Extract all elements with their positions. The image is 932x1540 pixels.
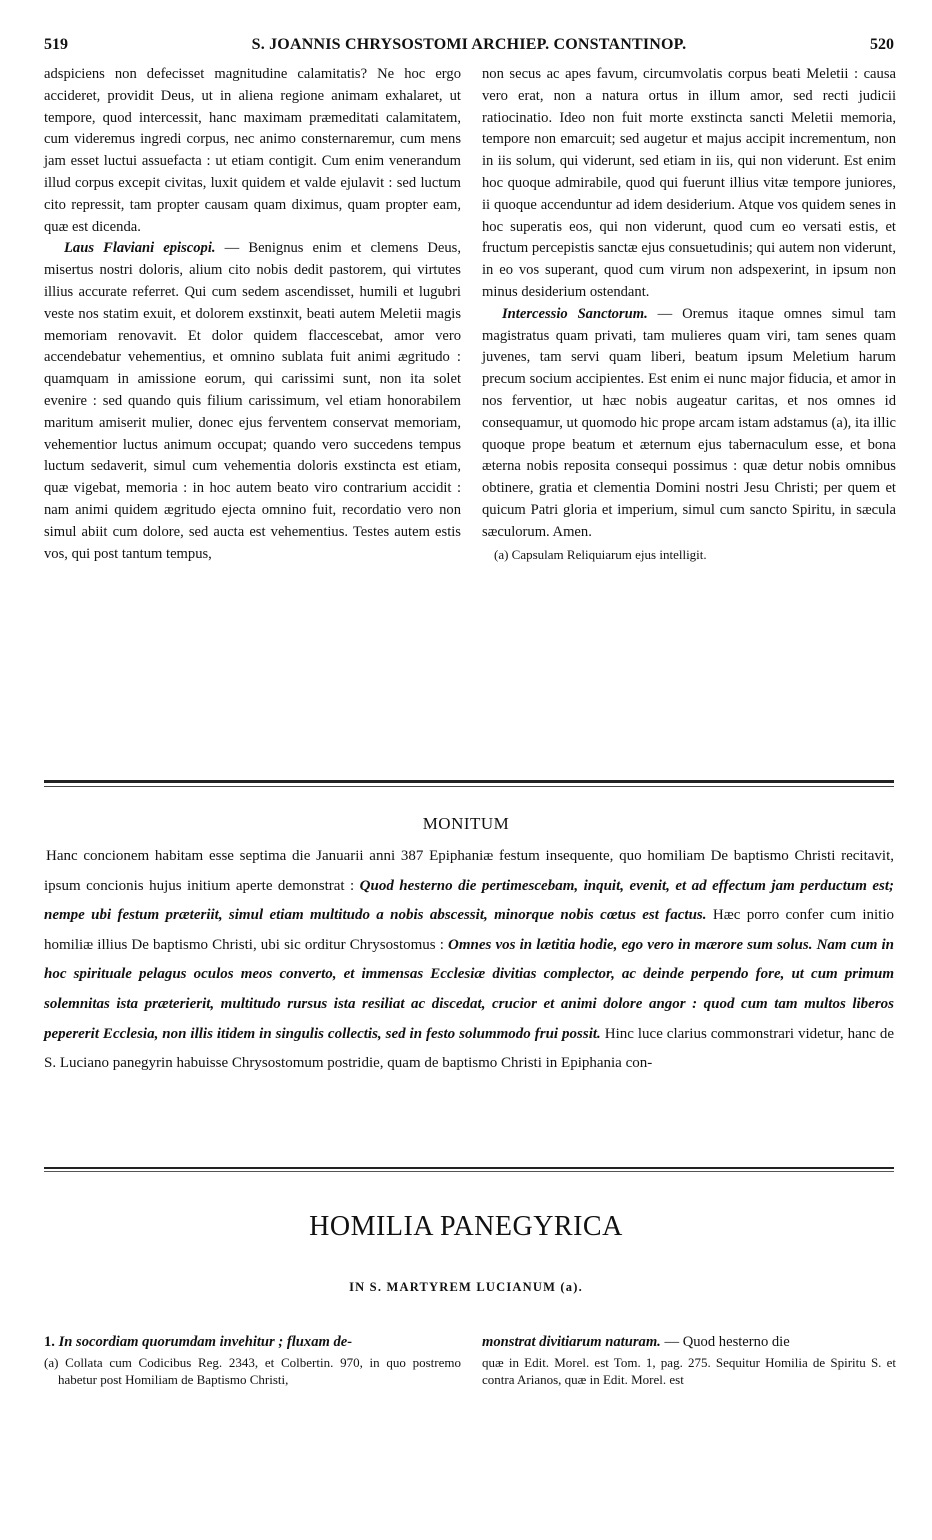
homily-continuation — [482, 1330, 896, 1354]
homily-right-column — [482, 1330, 896, 1388]
right-paragraph-2-text: — Oremus itaque omnes simul tam magistratus quam privati, tam mulieres quam viri, tam senes quam juvenes, tam servi quam liberi, beatum ipsum Meletium harum precum socium accipientes. Est enim ei nunc major fiducia, et amor in nos ferventior, ut hæc nobis augeatur caritas, et nos omnes id consequamur, ut quomodo hic prope arcam istam adstamus (a), ita illic quoque prope beatum et æternum ejus tabernaculum esse, et bona æterna nobis reposita consequi possimus : quæ detur nobis omnibus obtinere, gratia et clementia Domini nostri Jesu Christi; per quem et quicum Patri gloria et imperium, simul cum sancto Spiritu, in sæcula sæculorum. Amen. — [482, 305, 896, 540]
section-number: 1. — [44, 1334, 55, 1350]
right-paragraph-1: non secus ac apes favum, circumvolatis corpus beati Meletii : causa vero erat, non a natura ortus in illum amor, sed recti judicii ratiocinatio. Ideo non fuit morte exstincta sancti Meletii memoria, tempore non emarcuit; sed augetur et majus accipit incrementum, non in iis solum, qui viderunt, sed etiam in iis, qui non viderunt. Est enim hoc quoque admirabile, quod qui fuerunt illius vitæ tempore juniores, ii quoque accenduntur ad idem desiderium. Atque vos quidem senes in hoc superatis eos, qui non viderunt, quod cum eo versati estis, et fructum percepistis sanctæ ejus consuetudinis; qui autem non viderunt, in eo vos superant, quod cum virum non adspexerint, in ipsum non minus desiderium ostendant. — [482, 66, 896, 300]
monitum-sentence-2: Hæc porro confer cum initio homiliæ illius De baptismo Christi, ubi sic orditur Chrysostomus : — [44, 907, 894, 953]
homily-continuation-italic: monstrat divitiarum naturam. — [482, 1334, 661, 1350]
homily-title: HOMILIA PANEGYRICA — [309, 1211, 623, 1242]
footnote: (a) Capsulam Reliquiarum ejus intelligit. — [494, 546, 707, 562]
divider-rule-thin — [44, 786, 894, 787]
divider-rule-thin — [44, 1171, 894, 1172]
homily-continuation-text: — Quod hesterno die — [660, 1334, 790, 1350]
page-header — [44, 36, 894, 58]
monitum-title: MONITUM — [422, 814, 510, 833]
section-heading: Laus Flaviani episcopi. — [64, 240, 216, 257]
homily-left-column — [44, 1330, 461, 1388]
homily-start — [44, 1330, 461, 1354]
left-column — [44, 64, 461, 565]
divider-rule — [44, 1167, 894, 1169]
left-paragraph-1: adspiciens non defecisset magnitudine calamitatis? Ne hoc ergo accideret, providit Deus, ut in aliena regione animam exhalaret, ut tempore, quod intercessit, hanc maximam præmeditati calamitatem, cum videremus ingredi corpus, nec animo consternaremur, cum mens jam esset luctui assuefacta : ut etiam contigit. Cum enim venerandum illud corpus excepit civitas, luxit quidem et valde ejulavit : sed luctum cito repressit, tam propter causam quam diximus, quam propter eam, quæ est dicenda. — [44, 66, 461, 235]
running-title: S. JOANNIS CHRYSOSTOMI ARCHIEP. CONSTANTINOP. — [251, 36, 687, 53]
right-paragraph-2 — [482, 304, 896, 544]
monitum-text — [44, 842, 894, 1079]
left-paragraph-2-text: — Benignus enim et clemens Deus, misertus nostri doloris, alium cito nobis dedit pastorem, qui virtutes illius accurate referret. Qui cum sedem ascendisset, humili et lugubri veste nos statim exuit, et dolorem exstinxit, beati autem Meletii magis memoriam renovavit. Et dolor quidem flaccescebat, amor vero accendebatur vehementius, et omnino sublata fuit animi ægritudo : quamquam in amissione eorum, qui carissimi sunt, non ita solet evenire : sed quando quis filium carissimum, vel etiam honorabilem maritum amiserit mulier, donec ejus ferventem conservat memoriam, vehementior luctus animum occupat; quando vero succedens tempus luctum sedaverit, simul cum vehementia doloris exstincta est etiam, quæ vigebat, memoria : in hoc autem beato viro contrarium accidit : nam animi quidem ægritudo ejecta omnino fuit, recordatio vero non simul abiit cum dolore, sed aucta est vehementius. Testes autem estis vos, qui post tantum tempus, — [44, 240, 461, 562]
homily-footnote: (a) Collata cum Codicibus Reg. 2343, et Colbertin. 970, in quo postremo habetur post Homiliam de Baptismo Christi, — [44, 1355, 461, 1387]
page-number-right: 520 — [870, 36, 894, 53]
homily-start-text: In socordiam quorumdam invehitur ; fluxam de- — [54, 1334, 353, 1350]
monitum-sentence-1: Hanc concionem habitam esse septima die Januarii anni 387 Epiphaniæ festum insequente, quo homiliam De baptismo Christi recitavit, ipsum concionis hujus initium aperte demonstrat : — [44, 848, 894, 894]
monitum-quote-1: Quod hesterno die pertimescebam, inquit, evenit, et ad effectum jam perductum est; nempe ubi festum præteriit, simul etiam multitudo a nobis abscessit, minorque nobis cœtus est factus. — [44, 877, 894, 924]
homily-subtitle: IN S. MARTYREM LUCIANUM (a). — [349, 1280, 583, 1294]
monitum-quote-2: Omnes vos in lætitia hodie, ego vero in mærore sum solus. Nam cum in hoc spirituale pelagus oculos meos converto, et immensas Ecclesiæ divitias complector, ac deinde perpendo fore, ut cum primum solemnitas ista præterierit, multitudo rursus ista resiliat ac discedat, crucior et animi dolore angor : quod cum tam multos liberos pepererit Ecclesia, non illis itidem in singulis collectis, sed in festo solummodo frui possit. — [44, 936, 894, 1042]
page-number-left: 519 — [44, 36, 68, 53]
monitum-sentence-3: Hinc luce clarius commonstrari videtur, hanc de S. Luciano panegyrin habuisse Chrysostomum postridie, quam de baptismo Christi in Epiphania con- — [44, 1025, 895, 1072]
right-column — [482, 64, 896, 564]
homily-footnote-continued: quæ in Edit. Morel. est Tom. 1, pag. 275. Sequitur Homilia de Spiritu S. et contra Arianos, quæ in Edit. Morel. est — [482, 1355, 896, 1387]
section-heading: Intercessio Sanctorum. — [502, 305, 648, 322]
left-paragraph-2 — [44, 238, 461, 565]
divider-rule — [44, 780, 894, 783]
